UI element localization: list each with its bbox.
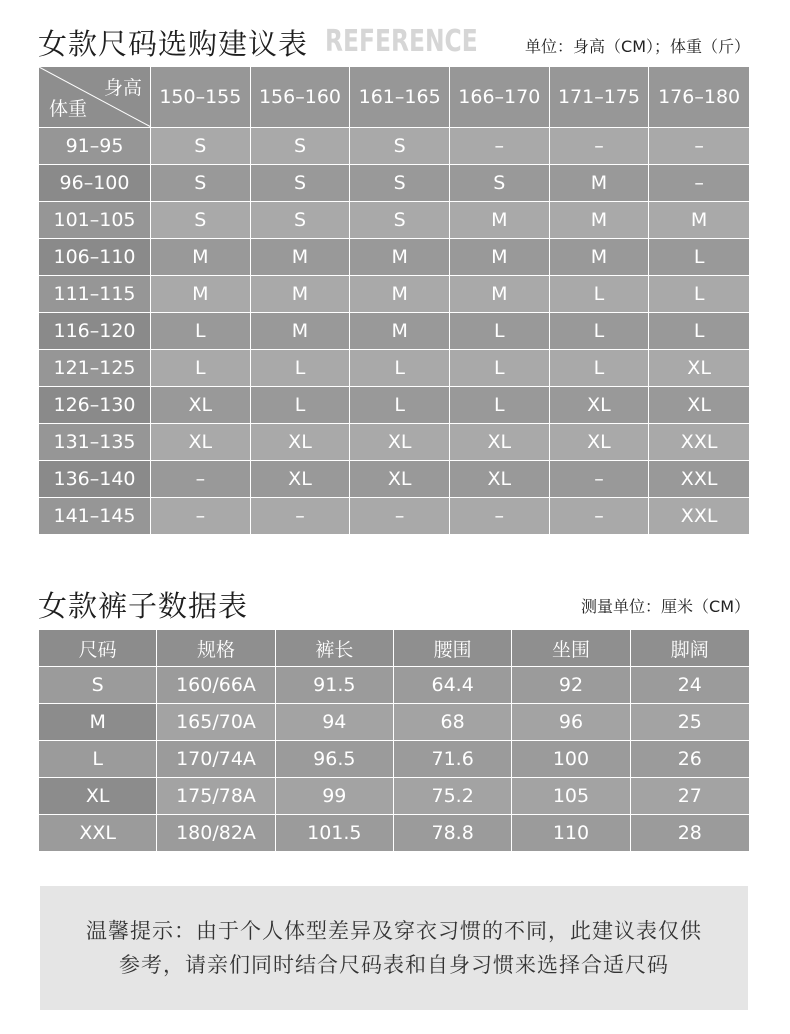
pants-header-cell: 坐围 [512,630,630,666]
size-cell: L [350,350,450,386]
size-cell: M [251,239,351,275]
pants-header-cell: 规格 [157,630,275,666]
pants-table-row [39,704,749,741]
weight-range-cell: 136–140 [39,461,151,497]
size-cell: XL [350,461,450,497]
size-cell: – [550,128,650,164]
weight-range-cell: 91–95 [39,128,151,164]
weight-range-cell: 116–120 [39,313,151,349]
size-cell: XL [350,424,450,460]
pants-value-cell: 27 [631,778,749,814]
size-cell: M [151,276,251,312]
size-cell: XL [550,424,650,460]
size-cell: M [550,239,650,275]
size-cell: L [649,313,749,349]
tip-note-line: 温馨提示：由于个人体型差异及穿衣习惯的不同，此建议表仅供 [86,919,702,943]
size-cell: L [450,313,550,349]
size-table-row [39,498,749,535]
pants-table-row [39,778,749,815]
size-cell: L [450,350,550,386]
weight-range-cell: 141–145 [39,498,151,534]
weight-range-cell: 101–105 [39,202,151,238]
size-cell: M [350,239,450,275]
height-header: 171–175 [550,67,650,127]
size-cell: L [550,350,650,386]
size-table-body [39,128,749,535]
pants-value-cell: 101.5 [276,815,394,851]
weight-axis-label: 体重 [49,98,88,120]
pants-value-cell: 91.5 [276,667,394,703]
size-table-row [39,276,749,313]
height-header: 150–155 [151,67,251,127]
pants-size-cell: XXL [39,815,157,851]
size-cell: S [251,128,351,164]
pants-value-cell: 96 [512,704,630,740]
size-cell: M [550,202,650,238]
weight-range-cell: 106–110 [39,239,151,275]
pants-size-cell: XL [39,778,157,814]
height-axis-label: 身高 [103,77,142,99]
size-cell: M [251,276,351,312]
size-cell: – [151,498,251,534]
height-header: 166–170 [450,67,550,127]
size-cell: XL [550,387,650,423]
pants-table-header-row [39,630,749,667]
pants-header-cell: 脚阔 [631,630,749,666]
size-cell: L [550,276,650,312]
height-header: 156–160 [251,67,351,127]
size-table-row [39,350,749,387]
pants-size-cell: S [39,667,157,703]
pants-value-cell: 110 [512,815,630,851]
pants-value-cell: 96.5 [276,741,394,777]
size-cell: L [251,387,351,423]
size-cell: S [251,165,351,201]
size-cell: L [649,239,749,275]
size-recommendation-table [39,67,749,535]
pants-header-cell: 尺码 [39,630,157,666]
size-cell: XL [251,424,351,460]
size-table-row [39,239,749,276]
size-cell: L [550,313,650,349]
pants-value-cell: 64.4 [394,667,512,703]
pants-value-cell: 165/70A [157,704,275,740]
size-cell: XL [251,461,351,497]
size-cell: L [649,276,749,312]
height-header: 176–180 [649,67,749,127]
size-cell: XL [649,387,749,423]
pants-value-cell: 24 [631,667,749,703]
pants-value-cell: 100 [512,741,630,777]
pants-table-row [39,667,749,704]
pants-value-cell: 78.8 [394,815,512,851]
pants-value-cell: 99 [276,778,394,814]
size-chart-unit: 单位：身高（CM）；体重（斤） [525,37,750,56]
weight-range-cell: 96–100 [39,165,151,201]
size-cell: S [350,165,450,201]
size-table-row [39,461,749,498]
size-table-row [39,424,749,461]
size-table-row [39,202,749,239]
weight-range-cell: 131–135 [39,424,151,460]
pants-value-cell: 28 [631,815,749,851]
size-cell: S [350,128,450,164]
corner-header-cell [39,67,151,127]
size-cell: L [350,387,450,423]
size-cell: – [450,498,550,534]
height-header: 161–165 [350,67,450,127]
size-cell: L [450,387,550,423]
pants-header-cell: 裤长 [276,630,394,666]
size-cell: S [350,202,450,238]
size-cell: XXL [649,498,749,534]
size-table-header-row [39,67,749,128]
size-cell: M [450,239,550,275]
weight-range-cell: 126–130 [39,387,151,423]
pants-chart-unit: 测量单位：厘米（CM） [581,597,750,616]
size-cell: L [251,350,351,386]
pants-value-cell: 180/82A [157,815,275,851]
size-cell: – [550,461,650,497]
pants-value-cell: 175/78A [157,778,275,814]
size-cell: XL [450,424,550,460]
pants-value-cell: 160/66A [157,667,275,703]
size-cell: – [649,128,749,164]
size-cell: – [450,128,550,164]
pants-value-cell: 170/74A [157,741,275,777]
size-cell: XL [450,461,550,497]
size-cell: M [450,276,550,312]
pants-value-cell: 26 [631,741,749,777]
pants-table-row [39,815,749,852]
tip-note-line: 参考，请亲们同时结合尺码表和自身习惯来选择合适尺码 [119,953,669,977]
pants-value-cell: 92 [512,667,630,703]
size-cell: S [151,165,251,201]
size-cell: M [151,239,251,275]
pants-table-row [39,741,749,778]
pants-value-cell: 105 [512,778,630,814]
reference-watermark: REFERENCE [325,24,478,59]
size-cell: S [151,128,251,164]
pants-chart-title: 女款裤子数据表 [38,589,249,623]
size-cell: XL [649,350,749,386]
size-cell: S [251,202,351,238]
size-cell: XXL [649,461,749,497]
size-cell: M [350,276,450,312]
pants-value-cell: 68 [394,704,512,740]
size-cell: L [151,350,251,386]
size-cell: M [450,202,550,238]
size-cell: – [649,165,749,201]
pants-measurement-table [39,630,749,852]
size-cell: XL [151,424,251,460]
size-cell: L [151,313,251,349]
size-cell: M [251,313,351,349]
pants-size-cell: L [39,741,157,777]
size-cell: M [550,165,650,201]
size-cell: XXL [649,424,749,460]
size-cell: XL [151,387,251,423]
size-cell: S [450,165,550,201]
size-cell: – [350,498,450,534]
size-cell: S [151,202,251,238]
size-table-row [39,387,749,424]
size-table-row [39,165,749,202]
size-cell: – [251,498,351,534]
pants-size-cell: M [39,704,157,740]
tip-note-box [40,886,748,1010]
pants-value-cell: 25 [631,704,749,740]
pants-value-cell: 94 [276,704,394,740]
size-cell: – [151,461,251,497]
size-cell: M [649,202,749,238]
pants-table-body [39,667,749,852]
size-cell: – [550,498,650,534]
size-table-row [39,128,749,165]
weight-range-cell: 111–115 [39,276,151,312]
pants-header-cell: 腰围 [394,630,512,666]
pants-value-cell: 75.2 [394,778,512,814]
pants-value-cell: 71.6 [394,741,512,777]
size-chart-title: 女款尺码选购建议表 [38,27,309,61]
weight-range-cell: 121–125 [39,350,151,386]
size-table-row [39,313,749,350]
size-cell: M [350,313,450,349]
